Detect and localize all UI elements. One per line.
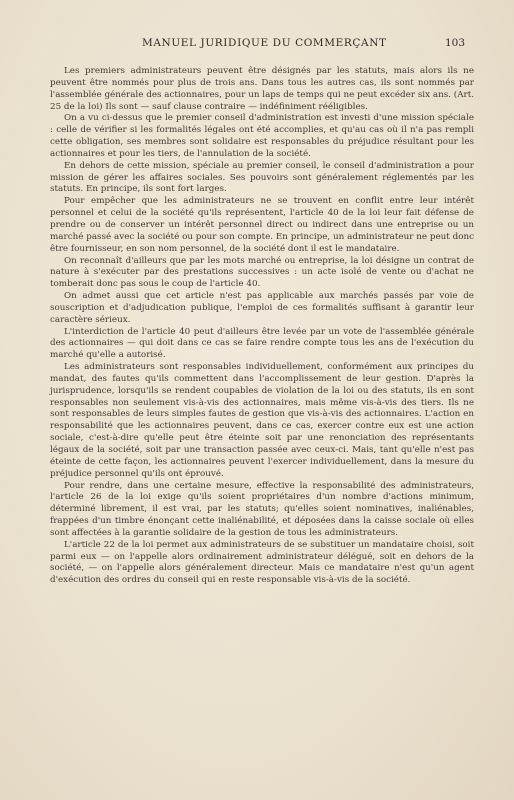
paragraph: On admet aussi que cet article n'est pas applicable aux marchés passés par voie de souscription et d'adjudication publique, l'emploi de ces formalités suffisant à garantir leur caractère sérieux. bbox=[50, 291, 474, 325]
paragraph: On reconnaît d'ailleurs que par les mots marché ou entreprise, la loi désigne un contrat de nature à s'exécuter par des prestations successives : un acte isolé de vente ou d'achat ne tomberait donc pas sous le coup de l'article 40. bbox=[50, 255, 474, 290]
running-header bbox=[0, 37, 514, 53]
paragraph: L'article 22 de la loi permet aux administrateurs de se substituer un mandataire choisi, soit parmi eux — on l'appelle alors ordinairement administrateur délégué, soit en dehors de la société, — on l'appelle alors généralement directeur. Mais ce mandataire n'est qu'un agent d'exécution des ordres du conseil qui en reste responsable vis-à-vis de la société. bbox=[50, 539, 474, 586]
running-title: MANUEL JURIDIQUE DU COMMERÇANT bbox=[142, 37, 387, 49]
page-number: 103 bbox=[445, 37, 466, 49]
paragraph: Pour empêcher que les administrateurs ne se trouvent en conflit entre leur intérêt personnel et celui de la société qu'ils représentent, l'article 40 de la loi leur fait défense de prendre ou de conserver un intérêt personnel direct ou indirect dans une entreprise ou un marché passé avec la société ou pour son compte. En principe, un administrateur ne peut donc être fournisseur, en son nom personnel, de la société dont il est le mandataire. bbox=[50, 196, 474, 254]
paragraph: L'interdiction de l'article 40 peut d'ailleurs être levée par un vote de l'assemblée générale des actionnaires — qui doit dans ce cas se faire rendre compte tous les ans de l'exécution du marché qu'elle a autorisé. bbox=[50, 326, 474, 361]
paragraph: Pour rendre, dans une certaine mesure, effective la responsabilité des administrateurs, l'article 26 de la loi exige qu'ils soient propriétaires d'un nombre d'actions minimum, déterminé librement, il est vrai, par les statuts; qu'elles soient nominatives, inaliénables, frappées d'un timbre énonçant cette inaliénabilité, et déposées dans la caisse sociale où elles sont affectées à la garantie solidaire de la gestion de tous les administrateurs. bbox=[50, 480, 474, 538]
paragraph: Les administrateurs sont responsables individuellement, conformément aux principes du mandat, des fautes qu'ils commettent dans l'accomplissement de leur gestion. D'après la jurisprudence, lorsqu'ils se rendent coupables de violation de la loi ou des statuts, ils en sont responsables non seulement vis-à-vis des actionnaires, mais même vis-à-vis des tiers. Ils ne sont responsables de leurs simples fautes de gestion que vis-à-vis des actionnaires. L'action en responsabilité que les actionnaires peuvent, dans ce cas, exercer contre eux est une action sociale, c'est-à-dire qu'elle peut être éteinte soit par une renonciation des représentants légaux de la société, soit par une transaction passée avec ceux-ci. Mais, tant qu'elle n'est pas éteinte de cette façon, les actionnaires peuvent l'exercer individuellement, dans la mesure du préjudice personnel qu'ils ont éprouvé. bbox=[50, 362, 474, 479]
paragraph: En dehors de cette mission, spéciale au premier conseil, le conseil d'administration a pour mission de gérer les affaires sociales. Ses pouvoirs sont généralement réglementés par les statuts. En principe, ils sont fort larges. bbox=[50, 160, 474, 195]
body-text bbox=[50, 66, 474, 587]
paragraph: On a vu ci-dessus que le premier conseil d'administration est investi d'une mission spéciale : celle de vérifier si les formalités légales ont été accomplies, et qu'au cas où il n'a pas rempli cette obligation, ses membres sont solidaire est responsables du préjudice résultant pour les actionnaires et pour les tiers, de l'annulation de la société. bbox=[50, 113, 474, 159]
paragraph: Les premiers administrateurs peuvent être désignés par les statuts, mais alors ils ne peuvent être nommés pour plus de trois ans. Dans tous les autres cas, ils sont nommés par l'assemblée générale des actionnaires, pour un laps de temps qui ne peut excéder six ans. (Art. 25 de la loi) Ils sont — sauf clause contraire — indéfiniment rééligibles. bbox=[50, 66, 474, 112]
